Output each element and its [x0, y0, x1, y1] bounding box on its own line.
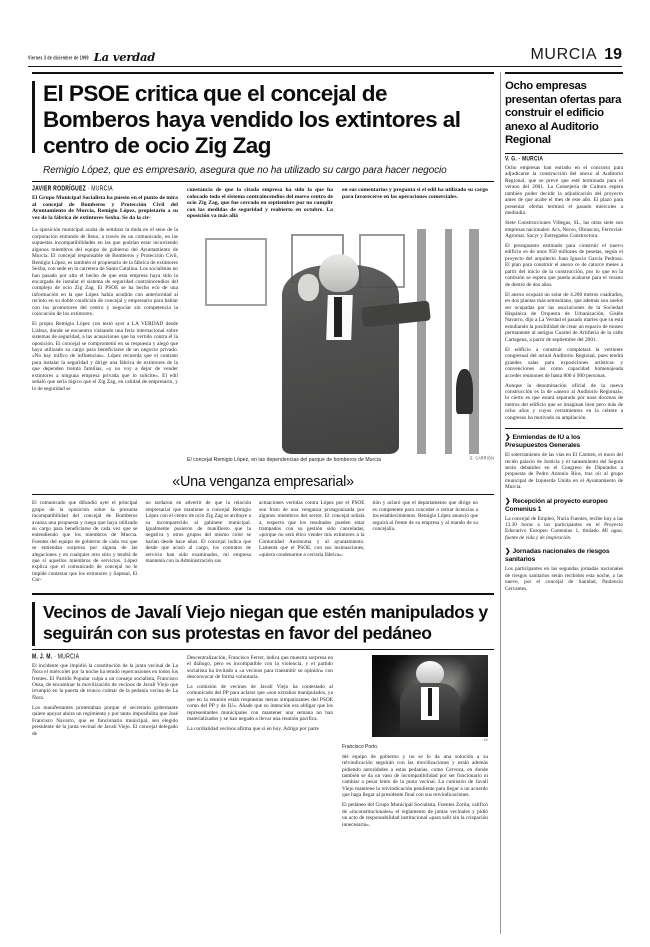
- photo-person-hand: [298, 274, 319, 301]
- photo-shelf: [417, 229, 426, 454]
- lead-col-1: [32, 184, 178, 221]
- photo-credit: G. CARRIÓN: [469, 456, 494, 462]
- lead-paragraph-row: [32, 184, 494, 221]
- photo-shelf: [469, 229, 478, 454]
- photo-remigio-lopez: [187, 229, 494, 454]
- lead-text-1: El Grupo Municipal Socialista ha puesto en el punto de mira al concejal de Bomberos y Protección Civil del Ayuntamiento de Murcia, Remigio López, propietario a su vez de la fábrica de extintores Sexba. Se da la cir-: [32, 195, 178, 221]
- brief-item: [505, 434, 623, 490]
- headline-rule: [32, 602, 35, 646]
- rail-rule: [505, 153, 623, 154]
- photo2-caption: Francisco Porto.: [342, 743, 379, 750]
- section-name: MURCIA: [530, 46, 598, 63]
- body-paragraph: La cordialidad vecinos afirma que si en hoy. Adrigo por parte: [187, 726, 319, 733]
- body-paragraph: El pedáneo del Grupo Municipal Socialista, Fuentes Zorita, calificó de «inconstitucionales» el reglamento de juntas vecinales y pidió un acto de responsabilidad institucional «para salir sin la crispación innecesaria».: [342, 802, 488, 828]
- byline-author: JAVIER RODRÍGUEZ: [32, 184, 86, 193]
- body-paragraph: del equipo de gobierno y no se lo da una solución a su reivindicación seguirán con las movilizaciones y están además pidiendo autoridades a estas pedanías, como Cerveza, en donde también se da un vaso de incompatibilidad por ser funcionario ni cambiar a pesar lento de la junta vecinal. La comisión de Javalí Viejo mantiene la reivindicación pendiente para llegar a un acuerdo que haga llegar al presidente final con sus reivindicaciones.: [342, 753, 488, 799]
- byline-author: M. J. M.: [32, 652, 53, 661]
- article2-text-3: [342, 754, 488, 828]
- photo-column: [187, 227, 494, 463]
- photo-shelf: [445, 229, 452, 454]
- article2-col-2: [187, 655, 333, 750]
- article2-byline: [32, 653, 178, 661]
- masthead: [28, 42, 622, 67]
- body-paragraph: Los manifestantes protestaban porque el secretario gobernante quiere apoyar ahora un regimiento y por tanto imposibilita que José Francisco Navarro, que es funcionario municipal, sea elegido presidente de la junta vecinal de Javalí Viejo. El concejal delegado de: [32, 704, 178, 737]
- article2-text-2: [187, 655, 333, 733]
- article2-headline: Vecinos de Javalí Viejo niegan que estén manipulados y seguirán con sus protestas en favor del pedáneo: [43, 601, 488, 643]
- rail-paragraph: Ocho empresas han entrado en el concurso para adjudicarse la construcción del anexo al Auditorio Regional, que se prevé que esté terminado para el verano del 2001. La Consejería de Cultura espera también poder decidir la adjudicación del proyecto antes de que acabe el mes de este año. El plazo para presentar ofertas terminó el pasado miércoles a mediodía.: [505, 164, 623, 217]
- byline-place: MURCIA: [57, 652, 80, 661]
- brief-heading: [505, 498, 623, 514]
- column-divider: [500, 72, 501, 934]
- byline-author: V. G.: [505, 156, 517, 163]
- masthead-date: Viernes 3 de diciembre de 1999: [28, 54, 89, 61]
- article-headline: El PSOE critica que el concejal de Bomberos haya vendido los extintores al centro de ocio Zig Zag: [43, 81, 461, 158]
- brief-heading-text: Enmiendas de IU a los Presupuestos Generales: [505, 434, 581, 450]
- article2-col-3: [342, 655, 488, 750]
- brief-heading-text: Recepción al proyecto europeo Comenius 1: [505, 497, 608, 513]
- body-paragraph: La oposición municipal acaba de sembrar la duda en el seno de la corporación entrando de lleno, a través de un comunicado, en las supuestas incompatibilidades en las que podrían estar incurriendo algunos miembros del equipo de gobierno del Ayuntamiento de Murcia. El concejal responsable de Bomberos y Protección Civil, Remigio López, es también el propietario de la fábrica de extintores Sexba, con sede en la carretera de Santa Catalina. Los socialistas no han pasado por alto el hecho de que esta empresa haya sido la encargada de instalar el sistema de seguridad contraincendios del complejo de ocio Zig Zag. El PSOE se ha hecho eco de una información en la que López había acudido con anterioridad al recinto en su doble condición de concejal y empresario para hablar con los promotores del centro y negociar sin competencia la colocación de los extintores.: [32, 227, 178, 318]
- masthead-right: [530, 46, 622, 64]
- brief-text: La concejal de Empleo, Nuria Fuentes, recibe hoy a las 13.30 horas a los participantes en el Proyecto Educativo Europeo Comenius 1, titulado Mi agua, fuente de vida y de inspiración.: [505, 515, 623, 541]
- rail-headline: Ocho empresas presentan ofertas para construir el edificio anexo al Auditorio Regional: [505, 80, 622, 147]
- body-text-1: [32, 227, 178, 392]
- main-content-column: [32, 72, 494, 832]
- photo-francisco-porto: [372, 655, 488, 737]
- rail-paragraph: El edificio a construir completará la vertiente congresual del actual Auditorio Regional, pues tendrá grandes salas para exposiciones artísticas y convenciones así como capacidad homenajeada acceder reuniones de hasta 800 ó 900 personas.: [505, 346, 623, 379]
- article2-text-1: [32, 663, 178, 737]
- photo-statue: [456, 369, 473, 414]
- brief-heading-text: Jornadas nacionales de riesgos sanitarios: [505, 548, 610, 564]
- byline-place: MURCIA: [522, 156, 544, 163]
- article2-columns-lower: [32, 754, 494, 832]
- byline-separator: ·: [516, 156, 523, 163]
- rail-paragraph: El anexo ocupará un solar de 4.200 metros cuadrados, en dos plantas más semisótano, que además son suelos ser ocupadas por las asociaciones de la Sociedad Hispánica de Orquesta de Urbanización, Gisèle Navarro, dijo a La Verdad el pasado martes que su está estudiando la posibilidad de crear un espacio de museo permanente al antiguo Cuartel de Artillería de la calle Cartagena, a partir de septiembre del 2001.: [505, 291, 623, 343]
- body-paragraph: Descentralización, Francisco Ferrer, indica que muestra sorpresa en el diálogo, pero es incompatible con la violencia, y el partido socialista ha invitado a «a vecinos para transmitir su opinión» con desconvocar de forma voluntaria.: [187, 654, 333, 681]
- rail-byline: [505, 156, 623, 163]
- masthead-logo: La verdad: [93, 50, 156, 64]
- rail-paragraph: Aunque la denominación oficial de la nueva construcción es la de «anexo al Auditorio Regional», lo cierto es que estará separado por unas docenas de metros del edificio que se imaginan bien pero más de ocho años y cuyos cerramientos en la celeste a congresos ha motivado su ampliación.: [505, 382, 623, 421]
- brief-text: El soterramiento de las vías en El Carmen, el muro del recién palacio de Justicia y el saneamiento del Segura serán debatidos en el Congreso de Diputados a propuesta de Pedro Antonio Ríos, tras oír al grupo municipal de Izquierda Unida en el Ayuntamiento de Murcia.: [505, 452, 623, 491]
- rail-paragraph: El presupuesto estimado para construir el nuevo edificio es de unos 950 millones de pesetas, según el proyecto del arquitecto Juan Ignacio García Pedrosa. El plan para construir el anexo ce de catorce meses a partir del inicio de la construcción, por lo que en la comisión se espera que pueda acabarse para el verano de dentro de dos años.: [505, 242, 623, 288]
- article2-columns: [32, 652, 494, 750]
- byline-place: MURCIA: [91, 184, 113, 193]
- photo-person-tie: [334, 297, 342, 338]
- quad-col-4: [373, 500, 479, 583]
- quad-text-2: no tardaron en advertir de que la relación empresarial que mantiene a concejal Remigio López con el centro de ocio Zig Zag se atribuye a su incomparecido al gabinete municipal. Igualmente pusieron de manifiesto que la negativa y otros grupos del mismo color se harían desde hace años. El concejal indica que desde que acusó al cargo, los contratos de servicio han sido examinados, mi empresa mantenía con la Administración sus: [145, 500, 251, 565]
- page-number: 19: [604, 46, 622, 63]
- chevron-right-icon: ❯: [505, 434, 511, 442]
- article-subheadline: Remigio López, que es empresario, asegura que no ha utilizado su cargo para hacer negocio: [32, 165, 494, 182]
- brief-item: [505, 548, 623, 592]
- photo-person-head: [319, 254, 359, 292]
- quad-text-4: tión y aclaró que el departamento que dirige no es competente para conceder o retirar licencias a los establecimientos. Remigio López anunció que seguirá al frente de su empresa y al mando de su concejalía.: [372, 500, 478, 532]
- article-photo-area: [187, 229, 494, 463]
- rail-body: [505, 165, 623, 421]
- right-rail: [505, 72, 623, 599]
- article2-rule: [32, 649, 494, 650]
- photo-window: [205, 238, 266, 306]
- quad-text-3: actuaciones vertidas contra López por el PSOE son fruto de una venganza protagonizada por algunos miembros del sector. El concejal señala a, respecto que los resultados pueden estar trampados con su gestión sido canceladas, «porque no será ético vender mis extintores a la Comunidad Autónoma y al ayuntamiento. Lamenta que el PSOE, con sus insinuaciones, «quiera condenarme a cerrarla fábrica».: [259, 500, 365, 558]
- quad-text-1: El comunicado que difundió ayer el principal grupo de la oposición sobre la presunta incompatibilidad del concejal de Bomberos avanza una propuesta y ruega que haya utilizado su cargo para beneficiarse de cada vez que se entendiendo que los miembros de Murcia. Fuentes del equipo de gobierno de cada vez que se entiendan sorpresa por alguna de las alegaciones y en cualquier otro sitio y tendrá de que si aquellos miembros de servicios. López explica que el comunicado de concejal no le impide contestar que los extintores y Sapesal, El Cor-: [32, 500, 138, 584]
- brief-item: [505, 498, 623, 542]
- body-with-photo: [32, 227, 494, 463]
- quad-col-3: [259, 500, 365, 583]
- brief-heading: [505, 434, 623, 450]
- byline-separator: ·: [86, 184, 92, 193]
- pull-quote: «Una venganza empresarial»: [32, 469, 494, 495]
- briefs-section: [505, 428, 623, 592]
- headline-rule: [32, 81, 35, 153]
- article-psoe-extintores: [32, 72, 494, 584]
- byline-separator: ·: [52, 652, 58, 661]
- lead-text-2: cunstancia de que la citada empresa ha sido la que ha colocado todo el sistema contraincendios del nuevo centro de ocio Zig Zag, que fue cerrado en septiembre por no cumplir con las medidas de seguridad y reabierto en octubre. La oposición va más allá: [187, 187, 333, 220]
- body-paragraph: La comisión de vecinos de Javalí Viejo ha contestado al comunicado del PP para aclarar que «son extraños manipulados, ya que en la reunión están respuestas meras simpatizantes del PSOE como del PP y de IU». Añade que su intención era obligar que los representantes municipales con mantener una semana no han materializados y se han negado a llevar una reunión pacífica.: [187, 683, 333, 723]
- article2-col-3-text: [342, 754, 488, 832]
- article2-col-1: [32, 652, 178, 750]
- body-col-1: [32, 227, 178, 463]
- body-paragraph: El incidente que impidió la constitución de la junta vecinal de La Ñora el miércoles por la noche ha tenido repercusiones en todos los frentes. El Partido Popular culpa a un consejo socialista, Francisco Onsa, de encaminar la movilización de vecinos de Javalí Viejo que irrumpió en la puerta de trunco colmar de la pedanía vecina de La Ñora.: [32, 662, 178, 701]
- body-paragraph: El propio Remigio López con testó ayer a LA VERDAD desde Lisboa, donde se encuentra visitando una feria internacional sobre sistemas de seguridad, a las acusaciones que ha vertido contra él la oposición. El concejal se comprometió en su respuesta y alegó que haya utilizado su cargo para beneficiarse de un negocio privado. «No hay tráfico de influencias». López recuerda que el contrato para instalar la seguridad y dirige una fábrica de extintores de la que dependen treinta familias, «y no voy a dejar de vender extintores a ninguna empresa privada que lo solicite». El edil señaló que sería lógico que el Zig Zag, en calidad de empresario, y lo de seguridad se: [32, 321, 178, 392]
- quad-col-2: [146, 500, 252, 583]
- quad-col-1: [32, 500, 138, 583]
- brief-heading: [505, 548, 623, 564]
- chevron-right-icon: ❯: [505, 548, 511, 556]
- quad-column-band: [32, 500, 494, 583]
- article-byline: [32, 185, 178, 193]
- lead-col-2: [187, 187, 333, 221]
- rail-paragraph: Siete Construcciones Villegas, SL, las otras siete son empresas nacionales: Acs, Necso, Obrascon, Ferrovial-Agromar, Sacyr y Entregados Constructora.: [505, 220, 623, 239]
- article-javali-viejo: [32, 593, 494, 832]
- lead-text-3: en sus comentarios y pregunta si el edil ha utilizado su cargo para favorecerse en las operaciones comerciales.: [342, 187, 488, 200]
- photo-caption: El concejal Remigio López, en las dependencias del parque de bomberos de Murcia: [187, 457, 381, 464]
- rail-article-auditorio: [505, 72, 623, 421]
- photo2-credit: LV: [483, 737, 488, 742]
- brief-text: Los participantes en las segundas jornadas nacionales de riesgos sanitarios serán recibidos esta noche, a las nueve, por el concejal de Sanidad, Paulencio Cervantes.: [505, 566, 623, 592]
- chevron-right-icon: ❯: [505, 497, 511, 505]
- masthead-left: [28, 50, 155, 64]
- lead-col-3: [342, 187, 488, 221]
- photo2-person-tie: [428, 688, 433, 716]
